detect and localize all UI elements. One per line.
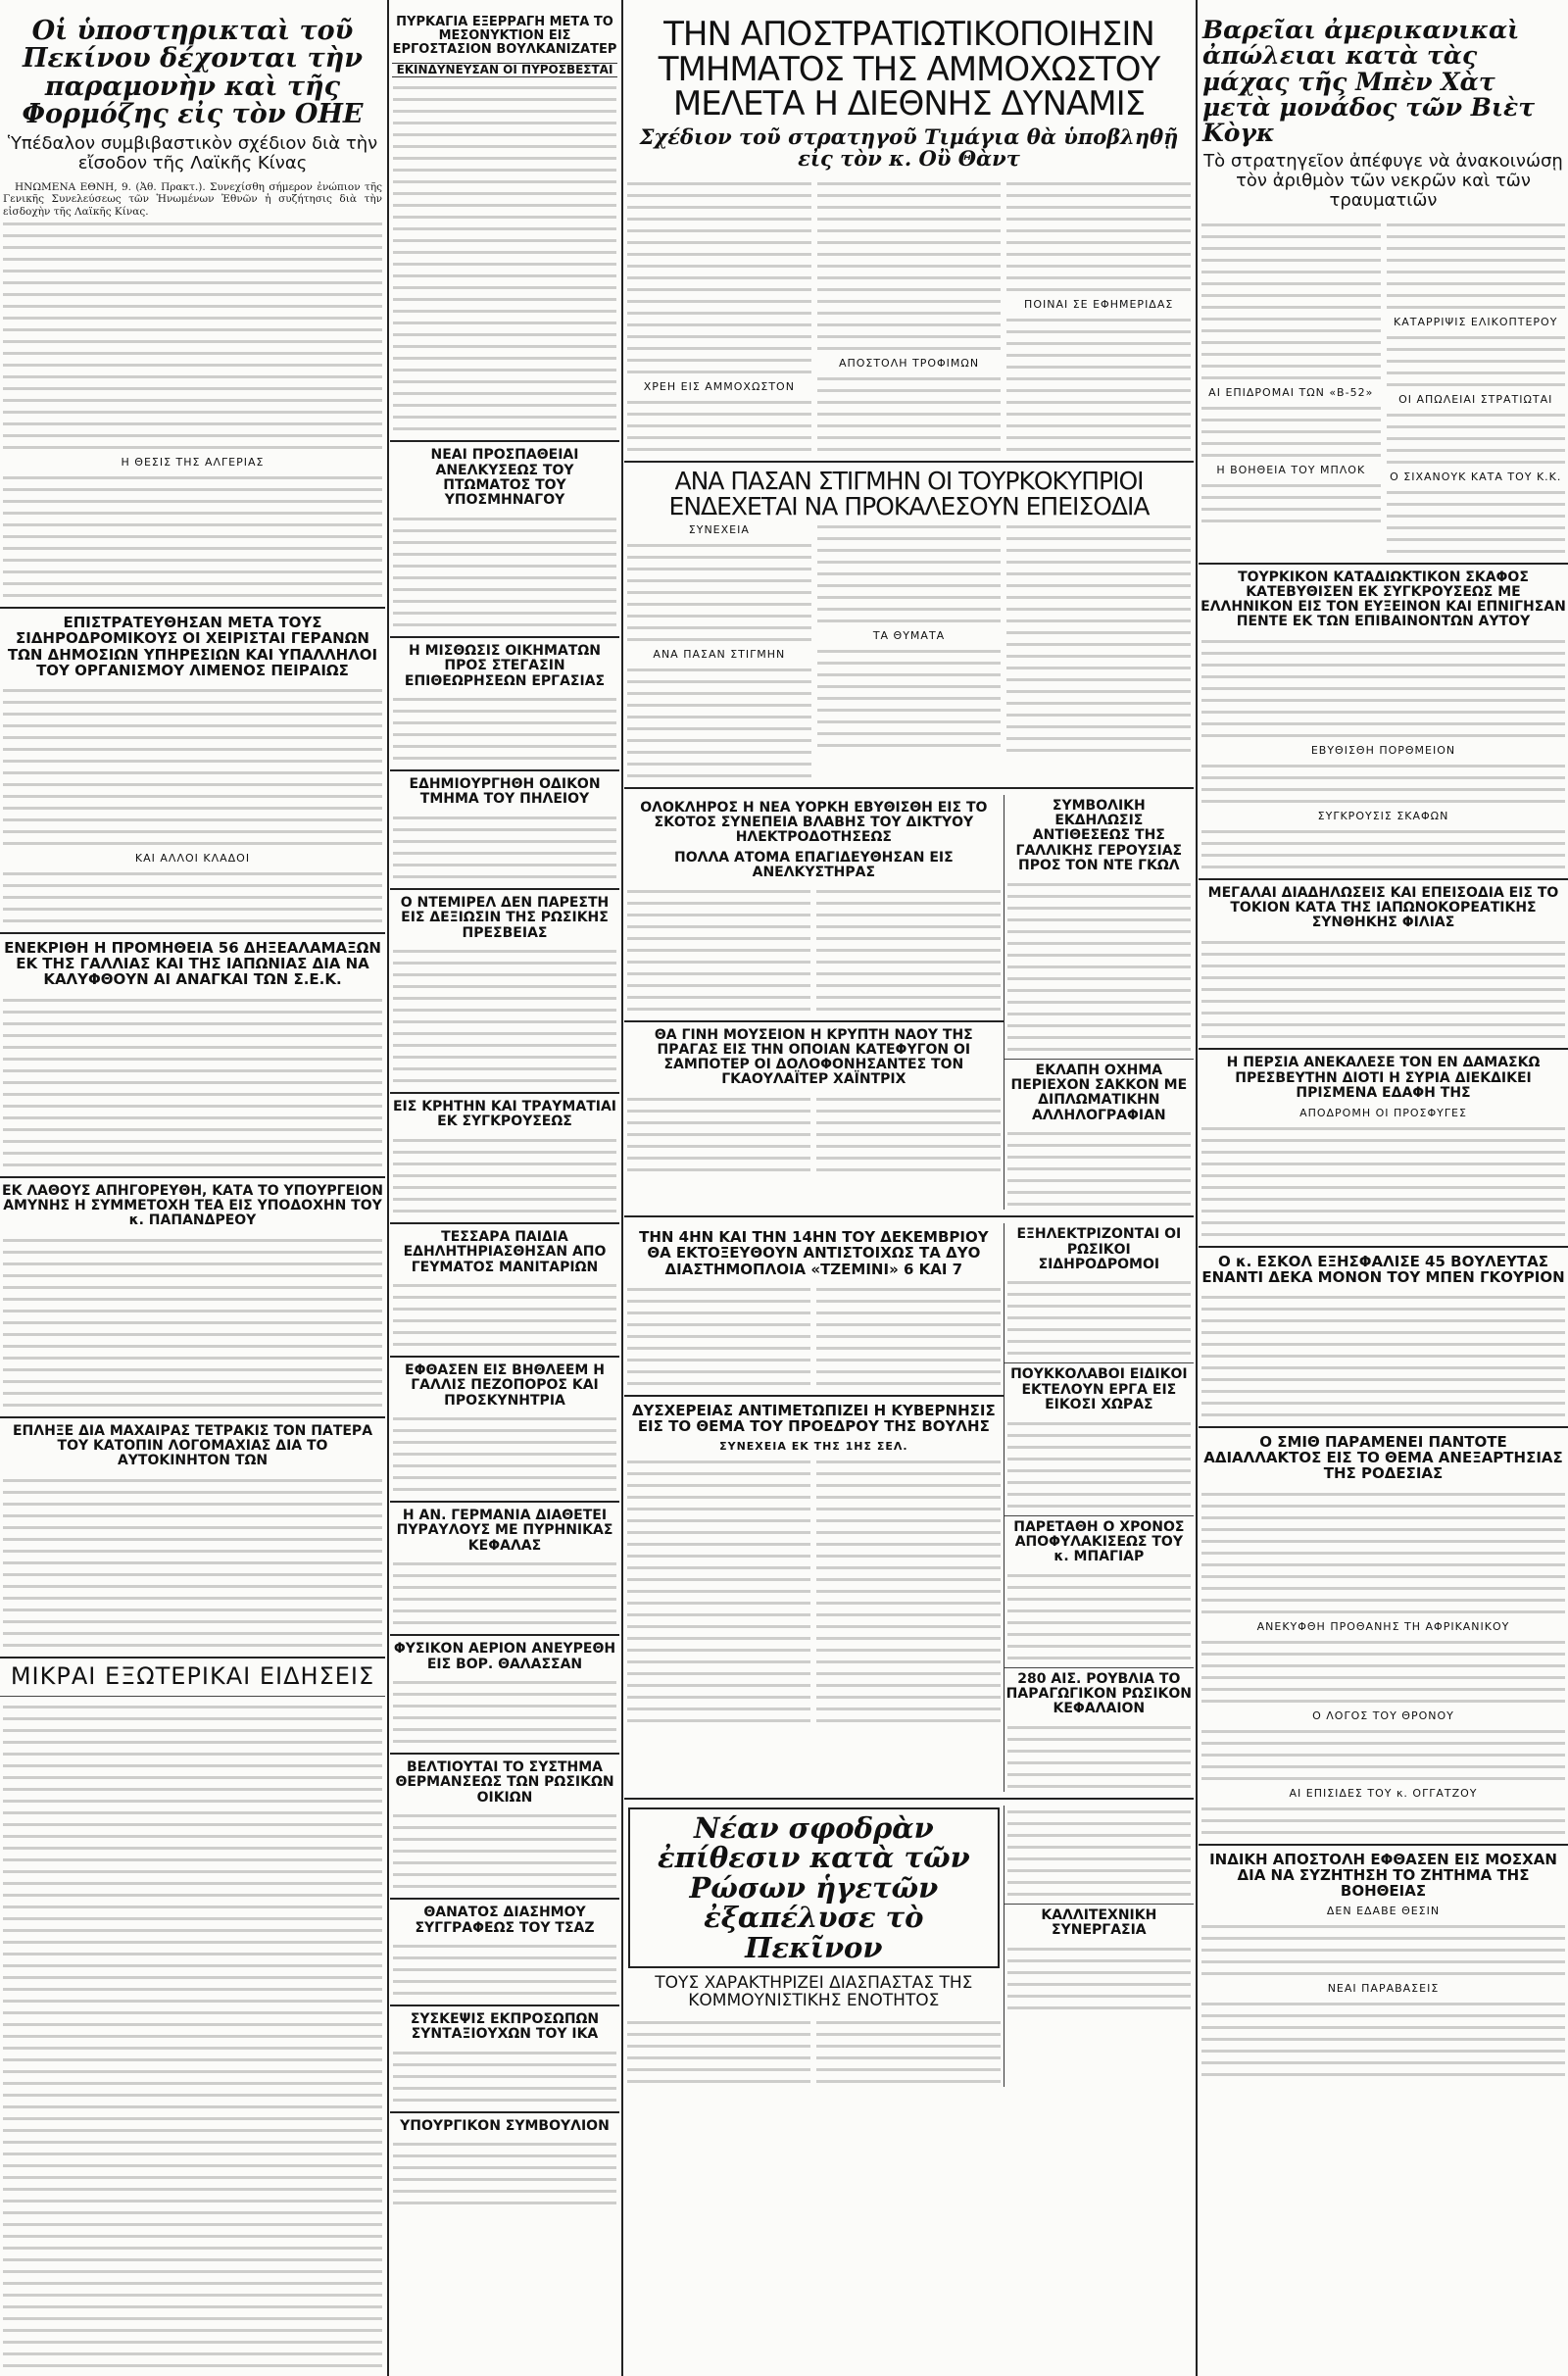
headline-russian-railways: ΕΞΗΛΕΚΤΡΙΖΟΝΤΑΙ ΟΙ ΡΩΣΙΚΟΙ ΣΙΔΗΡΟΔΡΟΜΟΙ: [1016, 1226, 1182, 1272]
headline-rubles: 280 ΑΙΣ. ΡΟΥΒΛΙΑ ΤΟ ΠΑΡΑΓΩΓΙΚΟΝ ΡΩΣΙΚΟΝ ΚΕΦΑΛΑΙΟΝ: [1005, 1670, 1193, 1717]
article-text-lines: [1199, 825, 1568, 872]
article-body: ΗΝΩΜΕΝΑ ΕΘΝΗ, 9. (Ἀθ. Πρακτ.). Συνεχίσθη σήμερον ἐνώπιον τῆς Γενικῆς Συνελεύσεως τῶν Ἡνωμένων Ἐθνῶν ἡ συζήτησις διὰ τὴν εἰσδοχὴν τῆς Λαϊκῆς Κίνας.: [3, 180, 382, 218]
section-subheading: ΑΝΑ ΠΑΣΑΝ ΣΤΙΓΜΗΝ: [653, 647, 786, 661]
article-text-lines: [1199, 760, 1568, 807]
article-text-lines: [390, 945, 619, 1086]
column-1: [0, 0, 385, 2376]
headline-bethlehem: ΕΦΘΑΣΕΝ ΕΙΣ ΒΗΘΛΕΕΜ Η ΓΑΛΛΙΣ ΠΕΖΟΠΟΡΟΣ ΚΑΙ ΠΡΟΣΚΥΝΗΤΡΙΑ: [405, 1361, 605, 1409]
section-subheading: ΚΑΙ ΑΛΛΟΙ ΚΛΑΔΟΙ: [134, 851, 251, 865]
article-text-lines: [1199, 219, 1384, 557]
section-subheading: ΚΑΤΑΡΡΙΨΙΣ ΕΛΙΚΟΠΤΕΡΟΥ: [1394, 315, 1558, 328]
subheadline-firemen: ΕΚΙΝΔΥΝΕΥΣΑΝ ΟΙ ΠΥΡΟΣΒΕΣΤΑΙ: [392, 63, 617, 77]
headline-pensioners: ΣΥΣΚΕΨΙΣ ΕΚΠΡΟΣΩΠΩΝ ΣΥΝΤΑΞΙΟΥΧΩΝ ΤΟΥ ΙΚΑ: [410, 2011, 600, 2043]
section-subheading: ΣΥΓΚΡΟΥΣΙΣ ΣΚΑΦΩΝ: [1317, 810, 1449, 823]
headline-buildings-lease: Η ΜΙΣΘΩΣΙΣ ΟΙΚΗΜΑΤΩΝ ΠΡΟΣ ΣΤΕΓΑΣΙΝ ΕΠΙΘΕΩΡΗΣΕΩΝ ΕΡΓΑΣΙΑΣ: [404, 642, 606, 689]
article-text-lines: [624, 520, 814, 781]
section-subheading: ΤΑ ΘΥΜΑΤΑ: [872, 628, 946, 642]
article-text-lines: [624, 177, 814, 455]
headline-famagusta: ΤΗΝ ΑΠΟΣΤΡΑΤΙΩΤΙΚΟΠΟΙΗΣΙΝ ΤΜΗΜΑΤΟΣ ΤΗΣ ΑΜΜΟΧΩΣΤΟΥ ΜΕΛΕΤΑ Η ΔΙΕΘΝΗΣ ΔΥΝΑΜΙΣ: [658, 15, 1160, 124]
headline-ben-cat: Βαρεῖαι ἀμερικανικαὶ ἀπώλειαι κατὰ τὰς μάχας τῆς Μπὲν Χὰτ μετὰ μονάδος τῶν Βιὲτ Κὸγκ: [1202, 16, 1536, 147]
subhead-timagia-plan: Σχέδιον τοῦ στρατηγοῦ Τιμάγια θὰ ὑποβληθῇ εἰς τὸν κ. Οὒ Θὰντ: [639, 124, 1179, 172]
headline-peking-attack: Νέαν σφοδρὰν ἐπίθεσιν κατὰ τῶν Ρώσων ἡγετῶν ἐξαπέλυσε τὸ Πεκῖνον: [657, 1810, 970, 1964]
section-subheading: ΣΥΝΕΧΕΙΑ: [688, 522, 750, 536]
headline-artistic-cooperation: ΚΑΛΛΙΤΕΧΝΙΚΗ ΣΥΝΕΡΓΑΣΙΑ: [1041, 1906, 1157, 1939]
article-text-lines: [0, 218, 385, 453]
article-text-lines: [1004, 1276, 1194, 1359]
headline-peking-un: Οἱ ὑποστηρικταὶ τοῦ Πεκίνου δέχονται τὴν παραμονὴν καὶ τῆς Φορμόζης εἰς τὸν ΟΗΕ: [22, 16, 364, 130]
headline-mushroom-poisoning: ΤΕΣΣΑΡΑ ΠΑΙΔΙΑ ΕΔΗΛΗΤΗΡΙΑΣΘΗΣΑΝ ΑΠΟ ΓΕΥΜΑΤΟΣ ΜΑΝΙΤΑΡΙΩΝ: [403, 1228, 607, 1275]
article-text-lines: [390, 2047, 619, 2105]
section-subheading: ΝΕΑΙ ΠΑΡΑΒΑΣΕΙΣ: [1327, 1982, 1440, 1996]
article-text-lines: [1384, 219, 1568, 557]
article-text-lines: [0, 471, 385, 601]
headline-gemini: ΤΗΝ 4ΗΝ ΚΑΙ ΤΗΝ 14ΗΝ ΤΟΥ ΔΕΚΕΜΒΡΙΟΥ ΘΑ ΕΚΤΟΞΕΥΘΟΥΝ ΑΝΤΙΣΤΟΙΧΩΣ ΤΑ ΔΥΟ ΔΙΑΣΤΗΜΟΠΛΟΙΑ «ΤΖΕΜΙΝΙ» 6 ΚΑΙ 7: [639, 1228, 989, 1278]
article-text-lines: [1004, 1806, 1194, 1900]
headline-smith-rhodesia: Ο ΣΜΙΘ ΠΑΡΑΜΕΝΕΙ ΠΑΝΤΟΤΕ ΑΔΙΑΛΛΑΚΤΟΣ ΕΙΣ ΤΟ ΘΕΜΑ ΑΝΕΞΑΡΤΗΣΙΑΣ ΤΗΣ ΡΟΔΕΣΙΑΣ: [1203, 1433, 1563, 1483]
article-text-lines: [390, 1940, 619, 1999]
article-text-lines: [0, 867, 385, 926]
article-text-lines: [1199, 1122, 1568, 1240]
article-text-lines: [390, 81, 619, 434]
article-text-lines: [1004, 1569, 1194, 1663]
article-text-lines: [0, 1234, 385, 1411]
column-3: [624, 0, 1194, 2376]
article-text-lines: [1199, 635, 1568, 741]
article-text-lines: [1199, 1725, 1568, 1784]
article-text-lines: [390, 1558, 619, 1628]
column-4: [1199, 0, 1568, 2376]
article-text-lines: [624, 1456, 813, 1726]
headline-new-york-blackout: ΟΛΟΚΛΗΡΟΣ Η ΝΕΑ ΥΟΡΚΗ ΕΒΥΘΙΣΘΗ ΕΙΣ ΤΟ ΣΚΟΤΟΣ ΣΥΝΕΠΕΙΑ ΒΛΑΒΗΣ ΤΟΥ ΔΙΚΤΥΟΥ ΗΛΕΚΤΡΟΔΟΤΗΣΕΩΣ: [640, 799, 988, 845]
headline-factory-fire: ΠΥΡΚΑΓΙΑ ΕΞΕΡΡΑΓΗ ΜΕΤΑ ΤΟ ΜΕΣΟΝΥΚΤΙΟΝ ΕΙΣ ΕΡΓΟΣΤΑΣΙΟΝ ΒΟΥΛΚΑΝΙΖΑΤΕΡ: [392, 15, 617, 58]
article-text-lines: [1004, 1943, 1194, 2013]
headline-french-senate: ΣΥΜΒΟΛΙΚΗ ΕΚΔΗΛΩΣΙΣ ΑΝΤΙΘΕΣΕΩΣ ΤΗΣ ΓΑΛΛΙΚΗΣ ΓΕΡΟΥΣΙΑΣ ΠΡΟΣ ΤΟΝ ΝΤΕ ΓΚΩΛ: [1015, 797, 1183, 874]
article-text-lines: [1004, 177, 1194, 455]
subheadline-splitters: ΤΟΥΣ ΧΑΡΑΚΤΗΡΙΖΕΙ ΔΙΑΣΠΑΣΤΑΣ ΤΗΣ ΚΟΜΜΟΥΝΙΣΤΙΚΗΣ ΕΝΟΤΗΤΟΣ: [655, 1973, 973, 2011]
section-subheading: Ο ΛΟΓΟΣ ΤΟΥ ΘΡΟΝΟΥ: [1312, 1708, 1454, 1722]
headline-east-germany-rockets: Η ΑΝ. ΓΕΡΜΑΝΙΑ ΔΙΑΘΕΤΕΙ ΠΥΡΑΥΛΟΥΣ ΜΕ ΠΥΡΗΝΙΚΑΣ ΚΕΦΑΛΑΣ: [396, 1508, 613, 1554]
article-text-lines: [813, 1456, 1003, 1726]
headline-tokyo-protests: ΜΕΓΑΛΑΙ ΔΙΑΔΗΛΩΣΕΙΣ ΚΑΙ ΕΠΕΙΣΟΔΙΑ ΕΙΣ ΤΟ ΤΟΚΙΟΝ ΚΑΤΑ ΤΗΣ ΙΑΠΩΝΟΚΟΡΕΑΤΙΚΗΣ ΣΥΝΘΗΚΗΣ ΦΙΛΙΑΣ: [1207, 885, 1559, 931]
section-subheading: ΕΒΥΘΙΣΘΗ ΠΟΡΘΜΕΙΟΝ: [1310, 744, 1456, 758]
article-text-lines: [390, 812, 619, 882]
article-text-lines: [1199, 1920, 1568, 1979]
section-subheading: Η ΒΟΗΘΕΙΑ ΤΟΥ ΜΠΛΟΚ: [1216, 463, 1366, 476]
section-subheading: ΔΕΝ ΕΔΑΒΕ ΘΕΣΙΝ: [1326, 1905, 1441, 1918]
article-text-lines: [1199, 1488, 1568, 1617]
headline-heating-system: ΒΕΛΤΙΟΥΤΑΙ ΤΟ ΣΥΣΤΗΜΑ ΘΕΡΜΑΝΣΕΩΣ ΤΩΝ ΡΩΣΙΚΩΝ ΟΙΚΙΩΝ: [395, 1759, 614, 1806]
section-subheading: ΑΠΟΣΤΟΛΗ ΤΡΟΦΙΜΩΝ: [838, 357, 980, 371]
article-text-lines: [624, 1283, 813, 1389]
article-text-lines: [624, 885, 813, 1015]
article-text-lines: [1199, 1998, 1568, 2080]
article-text-lines: [390, 1809, 619, 1892]
section-subheading: ΑΠΟΔΡΟΜΗ ΟΙ ΠΡΟΣΦΥΓΕΣ: [1299, 1106, 1467, 1119]
section-subheading: ΠΟΙΝΑΙ ΣΕ ΕΦΗΜΕΡΙΔΑΣ: [1024, 298, 1174, 312]
article-text-lines: [1004, 520, 1194, 781]
headline-strike-mobilization: ΕΠΙΣΤΡΑΤΕΥΘΗΣΑΝ ΜΕΤΑ ΤΟΥΣ ΣΙΔΗΡΟΔΡΟΜΙΚΟΥΣ ΟΙ ΧΕΙΡΙΣΤΑΙ ΓΕΡΑΝΩΝ ΤΩΝ ΔΗΜΟΣΙΩΝ ΥΠΗΡΕΣΙΩΝ ΚΑΙ ΥΠΑΛΛΗΛΟΙ ΤΟΥ ΟΡΓΑΝΙΣΜΟΥ ΛΙΜΕΝΟΣ ΠΕΙΡΑΙΩΣ: [7, 614, 378, 679]
article-text-lines: [390, 693, 619, 764]
article-text-lines: [1199, 1636, 1568, 1707]
article-text-lines: [624, 1093, 813, 1175]
column-rule: [387, 0, 389, 2376]
article-text-lines: [813, 1283, 1003, 1389]
article-text-lines: [1199, 1291, 1568, 1420]
headline-foreign-news: ΜΙΚΡΑΙ ΕΞΩΤΕΡΙΚΑΙ ΕΙΔΗΣΕΙΣ: [10, 1662, 375, 1691]
article-text-lines: [813, 1093, 1003, 1175]
headline-turkish-cypriots: ΑΝΑ ΠΑΣΑΝ ΣΤΙΓΜΗΝ ΟΙ ΤΟΥΡΚΟΚΥΠΡΙΟΙ ΕΝΔΕΧΕΤΑΙ ΝΑ ΠΡΟΚΑΛΕΣΟΥΝ ΕΠΕΙΣΟΔΙΑ: [668, 467, 1150, 521]
article-text-lines: [0, 994, 385, 1170]
article-text-lines: [390, 1134, 619, 1216]
subhead-casualties: Τὸ στρατηγεῖον ἀπέφυγε νὰ ἀνακοινώσῃ τὸν ἀριθμὸν τῶν νεκρῶν καὶ τῶν τραυματιῶν: [1203, 151, 1563, 211]
subhead-peking: Ὑπέδαλον συμβιβαστικὸν σχέδιον διὰ τὴν εἴσοδον τῆς Λαϊκῆς Κίνας: [7, 133, 378, 174]
section-subheading: ΑΙ ΕΠΙΣΙΔΕΣ ΤΟΥ κ. ΟΓΓΑΤΖΟΥ: [1289, 1786, 1478, 1800]
section-subheading: Ο ΣΙΧΑΝΟΥΚ ΚΑΤΑ ΤΟΥ Κ.Κ.: [1390, 470, 1562, 483]
headline-turkish-ship: ΤΟΥΡΚΙΚΟΝ ΚΑΤΑΔΙΩΚΤΙΚΟΝ ΣΚΑΦΟΣ ΚΑΤΕΒΥΘΙΣΕΝ ΕΚ ΣΥΓΚΡΟΥΣΕΩΣ ΜΕ ΕΛΛΗΝΙΚΟΝ ΕΙΣ ΤΟΝ ΕΥΞΕΙΝΟΝ ΚΑΙ ΕΠΝΙΓΗΣΑΝ ΠΕΝΤΕ ΕΚ ΤΩΝ ΕΠΙΒΑΙΝΟΝΤΩΝ ΑΥΤΟΥ: [1200, 569, 1566, 629]
article-text-lines: [814, 177, 1004, 455]
article-text-lines: [390, 513, 619, 630]
headline-crete-injured: ΕΙΣ ΚΡΗΤΗΝ ΚΑΙ ΤΡΑΥΜΑΤΙΑΙ ΕΚ ΣΥΓΚΡΟΥΣΕΩΣ: [392, 1098, 616, 1130]
article-text-lines: [390, 1279, 619, 1350]
article-text-lines: [0, 1474, 385, 1651]
article-text-lines: [1199, 936, 1568, 1042]
article-text-lines: [390, 1676, 619, 1747]
article-text-lines: [390, 2138, 619, 2208]
article-text-lines: [624, 2016, 813, 2087]
headline-stabbing: ΕΠΛΗΞΕ ΔΙΑ ΜΑΧΑΙΡΑΣ ΤΕΤΡΑΚΙΣ ΤΟΝ ΠΑΤΕΡΑ ΤΟΥ ΚΑΤΟΠΙΝ ΛΟΓΟΜΑΧΙΑΣ ΔΙΑ ΤΟ ΑΥΤΟΚΙΝΗΤΟΝ ΤΩΝ: [12, 1422, 373, 1469]
headline-indian-mission: ΙΝΔΙΚΗ ΑΠΟΣΤΟΛΗ ΕΦΘΑΣΕΝ ΕΙΣ ΜΟΣΧΑΝ ΔΙΑ ΝΑ ΣΥΖΗΤΗΣΗ ΤΟ ΖΗΤΗΜΑ ΤΗΣ ΒΟΗΘΕΙΑΣ: [1209, 1850, 1557, 1901]
article-text-lines: [813, 2016, 1003, 2087]
article-text-lines: [0, 1701, 385, 2376]
headline-specialists: ΠΟΥΚΚΟΛΑΒΟΙ ΕΙΔΙΚΟΙ ΕΚΤΕΛΟΥΝ ΕΡΓΑ ΕΙΣ ΕΙΚΟΣΙ ΧΩΡΑΣ: [1010, 1366, 1188, 1413]
headline-railcars: ΕΝΕΚΡΙΘΗ Η ΠΡΟΜΗΘΕΙΑ 56 ΔΗΞΕΑΛΑΜΑΞΩΝ ΕΚ ΤΗΣ ΓΑΛΛΙΑΣ ΚΑΙ ΤΗΣ ΙΑΠΩΝΙΑΣ ΔΙΑ ΝΑ ΚΑΛΥΦΘΟΥΝ ΑΙ ΑΝΑΓΚΑΙ ΤΩΝ Σ.Ε.Κ.: [4, 938, 381, 989]
headline-natural-gas: ΦΥΣΙΚΟΝ ΑΕΡΙΟΝ ΑΝΕΥΡΕΘΗ ΕΙΣ ΒΟΡ. ΘΑΛΑΣΣΑΝ: [393, 1641, 616, 1672]
headline-cabinet: ΥΠΟΥΡΓΙΚΟΝ ΣΥΜΒΟΥΛΙΟΝ: [400, 2117, 610, 2134]
headline-diplomatic-bag: ΕΚΛΑΠΗ ΟΧΗΜΑ ΠΕΡΙΕΧΟΝ ΣΑΚΚΟΝ ΜΕ ΔΙΠΛΩΜΑΤΙΚΗΝ ΑΛΛΗΛΟΓΡΑΦΙΑΝ: [1010, 1062, 1188, 1123]
section-subheading: ΑΝΕΚΥΦΘΗ ΠΡΟΘΑΝΗΣ ΤΗ ΑΦΡΙΚΑΝΙΚΟΥ: [1256, 1619, 1510, 1633]
section-subheading: Η ΘΕΣΙΣ ΤΗΣ ΑΛΓΕΡΙΑΣ: [121, 456, 265, 470]
section-subheading: ΟΙ ΑΠΩΛΕΙΑΙ ΣΤΡΑΤΙΩΤΑΙ: [1398, 392, 1553, 406]
article-text-lines: [0, 684, 385, 849]
article-text-lines: [1004, 1721, 1194, 1792]
article-text-lines: [814, 520, 1004, 781]
headline-recovery-efforts: ΝΕΑΙ ΠΡΟΣΠΑΘΕΙΑΙ ΑΝΕΛΚΥΣΕΩΣ ΤΟΥ ΠΤΩΜΑΤΟΣ ΤΟΥ ΥΠΟΣΜΗΝΑΓΟΥ: [430, 447, 579, 509]
section-subheading: ΑΙ ΕΠΙΔΡΟΜΑΙ ΤΩΝ «Β-52»: [1208, 385, 1374, 399]
continued-from-page: ΣΥΝΕΧΕΙΑ ΕΚ ΤΗΣ 1ΗΣ ΣΕΛ.: [719, 1440, 908, 1454]
article-text-lines: [1004, 1417, 1194, 1511]
headline-prague-crypt: ΘΑ ΓΙΝΗ ΜΟΥΣΕΙΟΝ Η ΚΡΥΠΤΗ ΝΑΟΥ ΤΗΣ ΠΡΑΓΑΣ ΕΙΣ ΤΗΝ ΟΠΟΙΑΝ ΚΑΤΕΦΥΓΟΝ ΟΙ ΣΑΜΠΟΤΕΡ ΟΙ ΔΟΛΟΦΟΝΗΣΑΝΤΕΣ ΤΟΝ ΓΚΑΟΥΛΑΪΤΕΡ ΧΑΪΝΤΡΙΧ: [654, 1026, 973, 1088]
column-rule: [621, 0, 623, 2376]
headline-parliament-president: ΔΥΣΧΕΡΕΙΑΣ ΑΝΤΙΜΕΤΩΠΙΖΕΙ Η ΚΥΒΕΡΝΗΣΙΣ ΕΙΣ ΤΟ ΘΕΜΑ ΤΟΥ ΠΡΟΕΔΡΟΥ ΤΗΣ ΒΟΥΛΗΣ: [631, 1401, 996, 1435]
headline-eshkol: Ο κ. ΕΣΚΟΛ ΕΞΗΣΦΑΛΙΣΕ 45 ΒΟΥΛΕΥΤΑΣ ΕΝΑΝΤΙ ΔΕΚΑ ΜΟΝΟΝ ΤΟΥ ΜΠΕΝ ΓΚΟΥΡΙΟΝ: [1201, 1252, 1565, 1286]
headline-persia-syria: Η ΠΕΡΣΙΑ ΑΝΕΚΑΛΕΣΕ ΤΟΝ ΕΝ ΔΑΜΑΣΚΩ ΠΡΕΣΒΕΥΤΗΝ ΔΙΟΤΙ Η ΣΥΡΙΑ ΔΙΕΚΔΙΚΕΙ ΠΡΙΣΜΕΝΑ ΕΔΑΦΗ ΤΗΣ: [1226, 1055, 1541, 1101]
column-rule: [1196, 0, 1198, 2376]
headline-road-department: ΕΔΗΜΙΟΥΡΓΗΘΗ ΟΔΙΚΟΝ ΤΜΗΜΑ ΤΟΥ ΠΗΛΕΙΟΥ: [409, 776, 601, 808]
article-text-lines: [1004, 878, 1194, 1055]
article-text-lines: [813, 885, 1003, 1015]
headline-bayar: ΠΑΡΕΤΑΘΗ Ο ΧΡΟΝΟΣ ΑΠΟΦΥΛΑΚΙΣΕΩΣ ΤΟΥ κ. ΜΠΑΓΙΑΡ: [1013, 1518, 1185, 1565]
headline-defense-ministry: ΕΚ ΛΑΘΟΥΣ ΑΠΗΓΟΡΕΥΘΗ, ΚΑΤΑ ΤΟ ΥΠΟΥΡΓΕΙΟΝ ΑΜΥΝΗΣ Η ΣΥΜΜΕΤΟΧΗ ΤΕΑ ΕΙΣ ΥΠΟΔΟΧΗΝ ΤΟΥ κ. ΠΑΠΑΝΔΡΕΟΥ: [2, 1182, 383, 1228]
article-text-lines: [1199, 1803, 1568, 1838]
article-text-lines: [1004, 1127, 1194, 1210]
article-text-lines: [390, 1412, 619, 1495]
section-subheading: ΧΡΕΗ ΕΙΣ ΑΜΜΟΧΩΣΤΟΝ: [643, 380, 795, 394]
subheadline-elevators: ΠΟΛΛΑ ΑΤΟΜΑ ΕΠΑΓΙΔΕΥΘΗΣΑΝ ΕΙΣ ΑΝΕΛΚΥΣΤΗΡΑΣ: [674, 849, 954, 881]
headline-jazz-writer: ΘΑΝΑΤΟΣ ΔΙΑΣΗΜΟΥ ΣΥΓΓΡΑΦΕΩΣ ΤΟΥ ΤΣΑΖ: [415, 1905, 595, 1936]
column-2: [390, 0, 619, 2376]
headline-demirel: Ο ΝΤΕΜΙΡΕΛ ΔΕΝ ΠΑΡΕΣΤΗ ΕΙΣ ΔΕΞΙΩΣΙΝ ΤΗΣ ΡΩΣΙΚΗΣ ΠΡΕΣΒΕΙΑΣ: [400, 894, 610, 941]
